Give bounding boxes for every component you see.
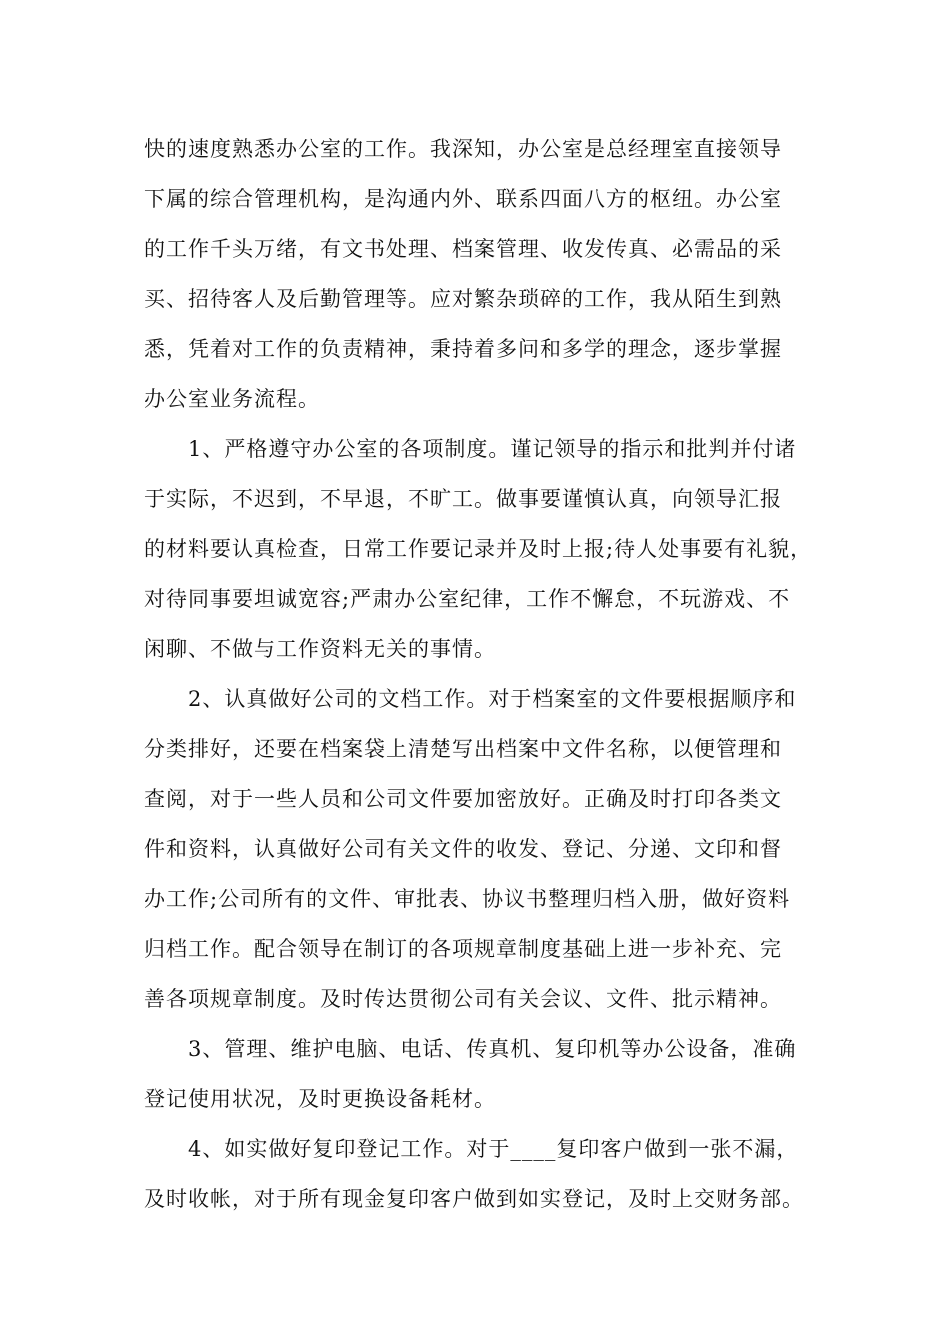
text-line: 1、严格遵守办公室的各项制度。谨记领导的指示和批判并付诸	[188, 437, 797, 461]
text-line: 买、招待客人及后勤管理等。应对繁杂琐碎的工作，我从陌生到熟	[144, 287, 782, 311]
text-line: 善各项规章制度。及时传达贯彻公司有关会议、文件、批示精神。	[144, 987, 782, 1011]
text-line: 悉，凭着对工作的负责精神，秉持着多问和多学的理念，逐步掌握	[144, 337, 782, 361]
text-line: 3、管理、维护电脑、电话、传真机、复印机等办公设备，准确	[188, 1037, 797, 1061]
text-line: 4、如实做好复印登记工作。对于____复印客户做到一张不漏，	[188, 1137, 799, 1161]
text-line: 分类排好，还要在档案袋上清楚写出档案中文件名称，以便管理和	[144, 737, 782, 761]
text-line: 下属的综合管理机构，是沟通内外、联系四面八方的枢纽。办公室	[144, 187, 782, 211]
text-line: 闲聊、不做与工作资料无关的事情。	[144, 637, 496, 661]
text-line: 2、认真做好公司的文档工作。对于档案室的文件要根据顺序和	[188, 687, 797, 711]
text-line: 办公室业务流程。	[144, 387, 320, 411]
text-line: 的材料要认真检查，日常工作要记录并及时上报;待人处事要有礼貌，	[144, 537, 813, 561]
text-line: 查阅，对于一些人员和公司文件要加密放好。正确及时打印各类文	[144, 787, 782, 811]
text-line: 于实际，不迟到，不早退，不旷工。做事要谨慎认真，向领导汇报	[144, 487, 782, 511]
text-line: 快的速度熟悉办公室的工作。我深知，办公室是总经理室直接领导	[144, 137, 782, 161]
text-line: 登记使用状况，及时更换设备耗材。	[144, 1087, 496, 1111]
text-line: 的工作千头万绪，有文书处理、档案管理、收发传真、必需品的采	[144, 237, 782, 261]
text-line: 办工作;公司所有的文件、审批表、协议书整理归档入册，做好资料	[144, 887, 791, 911]
text-line: 件和资料，认真做好公司有关文件的收发、登记、分递、文印和督	[144, 837, 782, 861]
text-line: 对待同事要坦诚宽容;严肃办公室纪律，工作不懈怠，不玩游戏、不	[144, 587, 791, 611]
text-line: 及时收帐，对于所有现金复印客户做到如实登记，及时上交财务部。	[144, 1187, 804, 1211]
text-line: 归档工作。配合领导在制订的各项规章制度基础上进一步补充、完	[144, 937, 782, 961]
document-body	[144, 131, 834, 1231]
